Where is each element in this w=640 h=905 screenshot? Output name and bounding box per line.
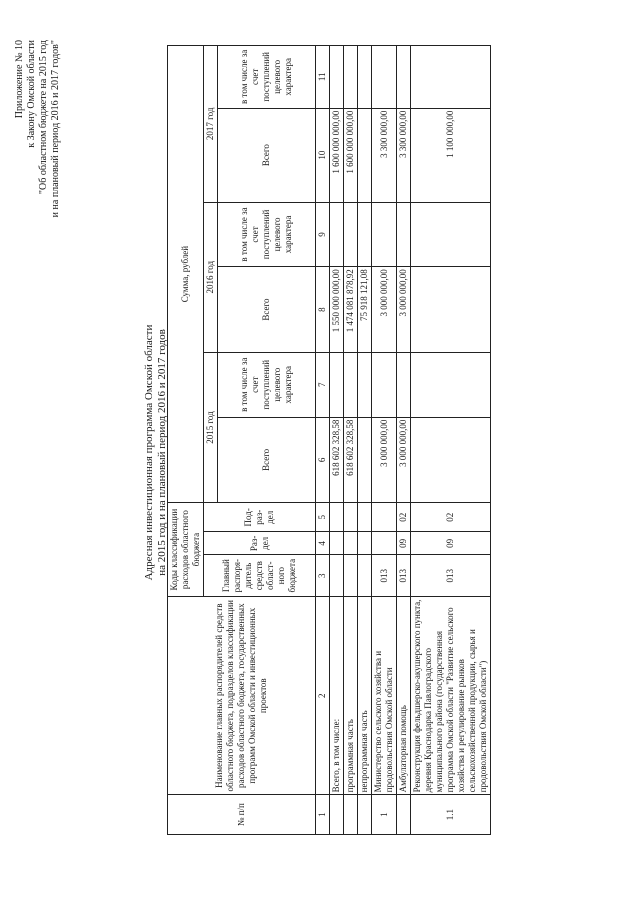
header-name: Наименование главных распорядителей средств областного бюджета, подразделов классификации расходов областного бюджета, государственных программ Омской области и инвестиционных проектов: [168, 597, 316, 795]
row-total-2017: [358, 108, 372, 202]
row-number: [358, 795, 372, 835]
row-manager-code: [344, 555, 358, 597]
row-subsection-code: [344, 503, 358, 532]
column-number: 1: [316, 795, 330, 835]
header-number: № п/п: [168, 795, 316, 835]
row-name: Министерство сельского хозяйства и продовольствия Омской области: [372, 597, 397, 795]
column-number: 6: [316, 417, 330, 503]
header-main-manager: Главный распоря-дитель средств област-ного бюджета: [204, 555, 316, 597]
row-number: [397, 795, 411, 835]
row-targeted-2017: [397, 46, 411, 109]
column-number: 8: [316, 267, 330, 353]
table-row: [344, 46, 358, 835]
row-total-2017: 1 600 000 000,00: [330, 108, 344, 202]
row-targeted-2015: [411, 352, 491, 417]
column-number: 7: [316, 352, 330, 417]
header-total-2015: Всего: [218, 417, 316, 503]
row-total-2016: 75 918 121,08: [358, 267, 372, 353]
row-total-2015: 3 000 000,00: [397, 417, 411, 503]
table-row: [372, 46, 397, 835]
row-subsection-code: [330, 503, 344, 532]
row-number: 1: [372, 795, 397, 835]
row-targeted-2015: [330, 352, 344, 417]
table-row: [411, 46, 491, 835]
row-number: [344, 795, 358, 835]
header-year-2017: 2017 год: [204, 46, 218, 203]
row-section-code: [358, 532, 372, 555]
row-targeted-2015: [397, 352, 411, 417]
header-codes: Коды классификации расходов областного бюджета: [168, 503, 204, 597]
header-total-2016: Всего: [218, 267, 316, 353]
table-row: [397, 46, 411, 835]
row-total-2015: [358, 417, 372, 503]
row-manager-code: 013: [397, 555, 411, 597]
row-name: Амбулаторная помощь: [397, 597, 411, 795]
row-subsection-code: [372, 503, 397, 532]
row-name: программная часть: [344, 597, 358, 795]
column-number: 5: [316, 503, 330, 532]
header-year-2015: 2015 год: [204, 352, 218, 502]
table-row: [330, 46, 344, 835]
row-targeted-2015: [372, 352, 397, 417]
title-line: Адресная инвестиционная программа Омской области: [143, 324, 155, 581]
table-row: [358, 46, 372, 835]
row-targeted-2016: [358, 202, 372, 267]
appendix-line: "Об областном бюджете на 2015 год: [38, 40, 49, 195]
row-manager-code: [358, 555, 372, 597]
header-year-2016: 2016 год: [204, 202, 218, 352]
column-number: 9: [316, 202, 330, 267]
row-targeted-2016: [397, 202, 411, 267]
row-targeted-2017: [344, 46, 358, 109]
row-targeted-2016: [330, 202, 344, 267]
row-total-2016: 3 000 000,00: [372, 267, 397, 353]
row-total-2017: 3 300 000,00: [372, 108, 397, 202]
row-manager-code: 013: [372, 555, 397, 597]
row-name: Всего, в том числе:: [330, 597, 344, 795]
row-targeted-2016: [372, 202, 397, 267]
header-subsection: Под-раз-дел: [204, 503, 316, 532]
row-targeted-2016: [411, 202, 491, 267]
row-targeted-2017: [358, 46, 372, 109]
column-number: 2: [316, 597, 330, 795]
appendix-line: Приложение № 10: [14, 40, 25, 119]
row-section-code: [330, 532, 344, 555]
header-targeted-2017: в том числе за счет поступлений целевого характера: [218, 46, 316, 109]
row-targeted-2015: [358, 352, 372, 417]
row-number: [330, 795, 344, 835]
column-number: 10: [316, 108, 330, 202]
row-subsection-code: 02: [397, 503, 411, 532]
row-total-2015: [411, 417, 491, 503]
row-total-2017: 3 300 000,00: [397, 108, 411, 202]
row-total-2016: 1 550 000 000,00: [330, 267, 344, 353]
document-title: [143, 0, 169, 905]
row-name: Реконструкция фельдшерско-акушерского пункта, деревня Краснодарка Павлоградского муниципального района (государственная программа Омской области "Развитие сельского хозяйства и регулирование рынков сельскохозяйственной продукции, сырья и продовольствия Омской области"): [411, 597, 491, 795]
row-total-2016: [411, 267, 491, 353]
column-numbers-row: [316, 46, 330, 835]
header-targeted-2015: в том числе за счет поступлений целевого характера: [218, 352, 316, 417]
row-total-2016: 3 000 000,00: [397, 267, 411, 353]
row-targeted-2017: [372, 46, 397, 109]
header-section: Раз-дел: [204, 532, 316, 555]
row-total-2017: 1 600 000 000,00: [344, 108, 358, 202]
column-number: 4: [316, 532, 330, 555]
row-total-2017: 1 100 000,00: [411, 108, 491, 202]
row-name: непрограммная часть: [358, 597, 372, 795]
appendix-line: к Закону Омской области: [26, 40, 37, 148]
title-line: на 2015 год и на плановый период 2016 и 2017 годов: [156, 329, 168, 576]
row-targeted-2017: [411, 46, 491, 109]
header-sum: Сумма, рублей: [168, 46, 204, 503]
row-targeted-2017: [330, 46, 344, 109]
column-number: 3: [316, 555, 330, 597]
row-total-2016: 1 474 081 878,92: [344, 267, 358, 353]
row-manager-code: [330, 555, 344, 597]
row-subsection-code: [358, 503, 372, 532]
row-manager-code: 013: [411, 555, 491, 597]
row-total-2015: 618 602 328,58: [344, 417, 358, 503]
header-total-2017: Всего: [218, 108, 316, 202]
appendix-header: [14, 40, 62, 217]
row-section-code: 09: [411, 532, 491, 555]
row-section-code: [372, 532, 397, 555]
row-section-code: [344, 532, 358, 555]
appendix-line: и на плановый период 2016 и 2017 годов": [50, 40, 61, 218]
row-total-2015: 3 000 000,00: [372, 417, 397, 503]
row-number: 1.1: [411, 795, 491, 835]
row-subsection-code: 02: [411, 503, 491, 532]
header-targeted-2016: в том числе за счет поступлений целевого характера: [218, 202, 316, 267]
row-targeted-2016: [344, 202, 358, 267]
column-number: 11: [316, 46, 330, 109]
investment-program-table: [167, 45, 491, 835]
row-section-code: 09: [397, 532, 411, 555]
row-targeted-2015: [344, 352, 358, 417]
row-total-2015: 618 602 328,58: [330, 417, 344, 503]
